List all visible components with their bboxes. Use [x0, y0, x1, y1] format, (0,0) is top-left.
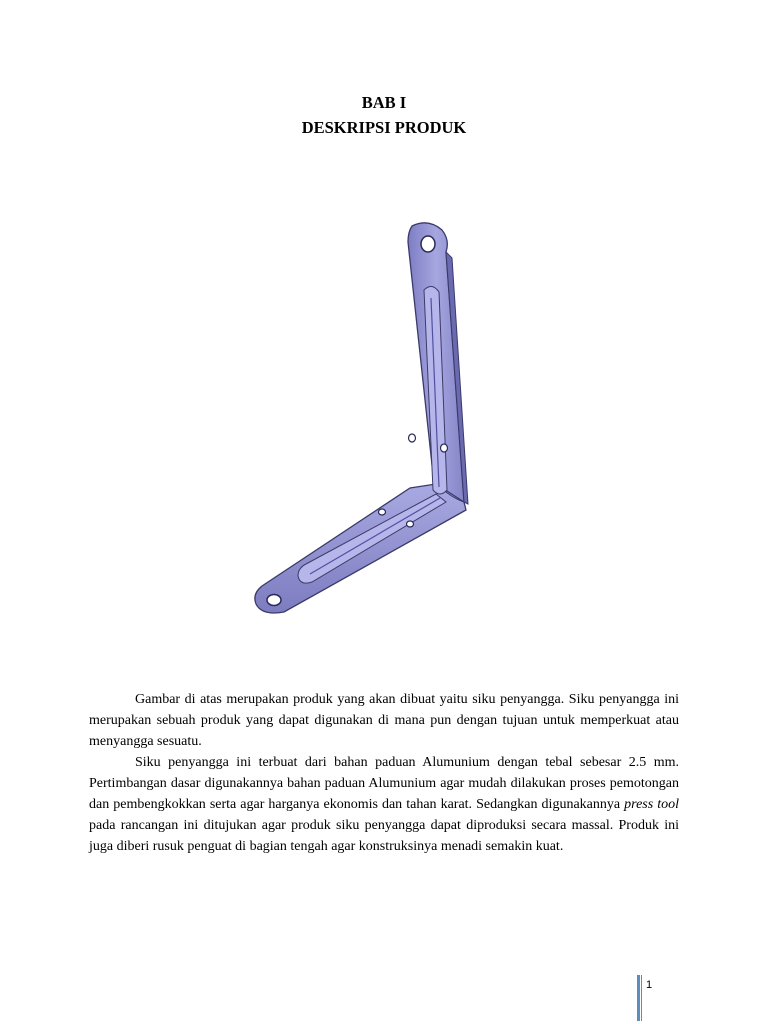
page-number: 1 — [646, 979, 653, 991]
body-text — [89, 689, 679, 857]
paragraph-2: Siku penyangga ini terbuat dari bahan paduan Alumunium dengan tebal sebesar 2.5 mm. Pertimbangan dasar digunakannya bahan paduan Alumunium agar mudah dilakukan proses pemotongan dan pembengkokkan serta agar harganya ekonomis dan tahan karat. Sedangkan digunakannya press tool pada rancangan ini ditujukan agar produk siku penyangga dapat diproduksi secara massal. Produk ini juga diberi rusuk penguat di bagian tengah agar konstruksinya menadi semakin kuat. — [89, 755, 679, 854]
bracket-figure — [240, 212, 480, 622]
top-hole — [421, 236, 435, 252]
press-tool-term: press tool — [624, 797, 679, 812]
paragraph-1: Gambar di atas merupakan produk yang akan dibuat yaitu siku penyangga. Siku penyangga ini merupakan sebuah produk yang dapat digunakan di mana pun dengan tujuan untuk memperkuat atau menyangga sesuatu. — [89, 692, 679, 749]
page-number-bar — [637, 975, 640, 1021]
chapter-heading: BAB I — [361, 93, 407, 112]
chapter-title: DESKRIPSI PRODUK — [301, 118, 467, 137]
end-hole — [267, 595, 281, 606]
page-number-bar-thin — [641, 975, 642, 1021]
